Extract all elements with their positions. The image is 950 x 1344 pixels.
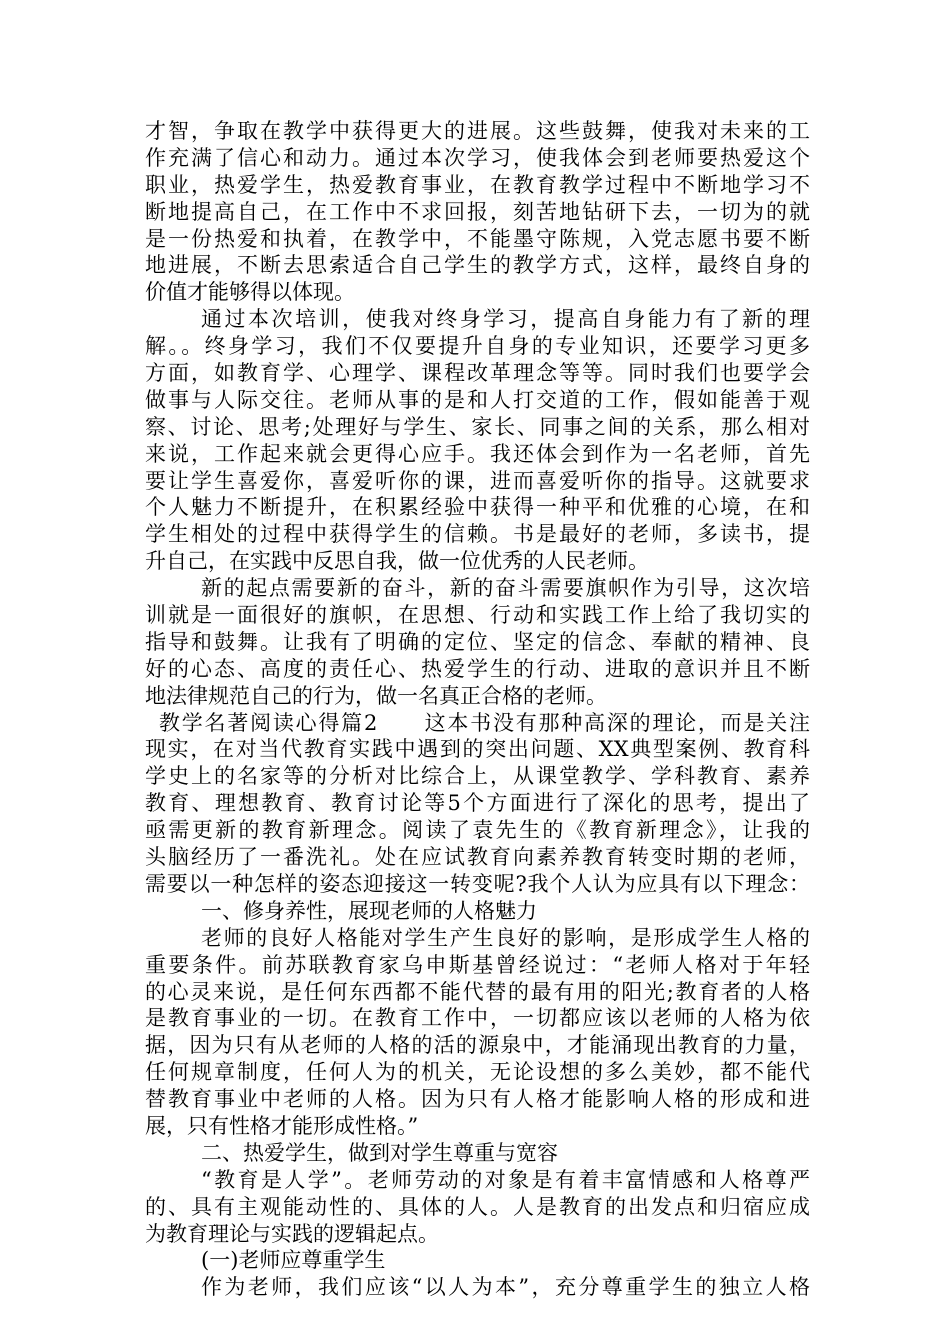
text-line: 察、讨论、思考;处理好与学生、家长、同事之间的关系，那么相对 [145, 414, 810, 439]
text-line: 老师的良好人格能对学生产生良好的影响，是形成学生人格的 [201, 925, 810, 950]
text-line: 头脑经历了一番洗礼。处在应试教育向素养教育转变时期的老师， [145, 845, 810, 870]
text-line: 解。。终身学习，我们不仅要提升自身的专业知识，还要学习更多 [145, 334, 810, 359]
text-line: 替教育事业中老师的人格。因为只有人格才能影响人格的形成和进 [145, 1087, 810, 1112]
text-line: 一、修身养性，展现老师的人格魅力 [201, 898, 537, 923]
text-line: 的、具有主观能动性的、具体的人。人是教育的出发点和归宿应成 [145, 1194, 810, 1219]
text-line: 学史上的名家等的分析对比综合上，从课堂教学、学科教育、素养 [145, 764, 810, 789]
text-line: 升自己，在实践中反思自我，做一位优秀的人民老师。 [145, 549, 649, 574]
text-line: 地法律规范自己的行为，做一名真正合格的老师。 [145, 683, 607, 708]
text-line: 作为老师，我们应该“以人为本”，充分尊重学生的独立人格 [201, 1275, 810, 1300]
text-line: 新的起点需要新的奋斗，新的奋斗需要旗帜作为引导，这次培 [201, 576, 810, 601]
text-line: 任何规章制度，任何人为的机关，无论设想的多么美妙，都不能代 [145, 1060, 810, 1085]
text-line: 通过本次培训，使我对终身学习，提高自身能力有了新的理 [201, 307, 810, 332]
text-line: 是教育事业的一切。在教育工作中，一切都应该以老师的人格为依 [145, 1006, 810, 1031]
text-line: 是一份热爱和执着，在教学中，不能墨守陈规，入党志愿书要不断 [145, 226, 810, 251]
text-line: 重要条件。前苏联教育家乌申斯基曾经说过：“老师人格对于年轻 [145, 952, 810, 977]
text-line: 指导和鼓舞。让我有了明确的定位、坚定的信念、奉献的精神、良 [145, 629, 810, 654]
text-line: 学生相处的过程中获得学生的信赖。书是最好的老师，多读书，提 [145, 522, 810, 547]
text-line: 作充满了信心和动力。通过本次学习，使我体会到老师要热爱这个 [145, 145, 810, 170]
text-line: 现实，在对当代教育实践中遇到的突出问题、XX典型案例、教育科 [145, 737, 810, 762]
text-line: 为教育理论与实践的逻辑起点。 [145, 1221, 439, 1246]
text-line: (一)老师应尊重学生 [201, 1248, 386, 1273]
text-line: “教育是人学”。老师劳动的对象是有着丰富情感和人格尊严 [201, 1167, 810, 1192]
text-line: 要让学生喜爱你，喜爱听你的课，进而喜爱听你的指导。这就要求 [145, 468, 810, 493]
text-line: 教学名著阅读心得篇2 这本书没有那种高深的理论，而是关注 [159, 710, 810, 735]
text-line: 地进展，不断去思索适合自己学生的教学方式，这样，最终自身的 [145, 253, 810, 278]
text-line: 价值才能够得以体现。 [145, 280, 355, 305]
text-line: 据，因为只有从老师的人格的活的源泉中，才能涌现出教育的力量， [145, 1033, 810, 1058]
text-line: 才智，争取在教学中获得更大的进展。这些鼓舞，使我对未来的工 [145, 119, 810, 143]
text-line: 展，只有性格才能形成性格。” [145, 1113, 419, 1138]
text-line: 做事与人际交往。老师从事的是和人打交道的工作，假如能善于观 [145, 387, 810, 412]
text-line: 训就是一面很好的旗帜，在思想、行动和实践工作上给了我切实的 [145, 603, 810, 628]
text-line: 二、热爱学生，做到对学生尊重与宽容 [201, 1140, 558, 1165]
text-line: 断地提高自己，在工作中不求回报，刻苦地钻研下去，一切为的就 [145, 199, 810, 224]
text-line: 来说，工作起来就会更得心应手。我还体会到作为一名老师，首先 [145, 441, 810, 466]
text-line: 亟需更新的教育新理念。阅读了袁先生的《教育新理念》，让我的 [145, 818, 810, 843]
text-line: 教育、理想教育、教育讨论等5个方面进行了深化的思考，提出了 [145, 791, 810, 816]
text-line: 职业，热爱学生，热爱教育事业，在教育教学过程中不断地学习不 [145, 172, 810, 197]
text-line: 需要以一种怎样的姿态迎接这一转变呢?我个人认为应具有以下理念： [145, 871, 810, 896]
text-line: 个人魅力不断提升，在积累经验中获得一种平和优雅的心境，在和 [145, 495, 810, 520]
document-page [145, 118, 810, 1301]
text-line: 好的心态、高度的责任心、热爱学生的行动、进取的意识并且不断 [145, 656, 810, 681]
text-line: 方面，如教育学、心理学、课程改革理念等等。同时我们也要学会 [145, 361, 810, 386]
text-line: 的心灵来说，是任何东西都不能代替的最有用的阳光;教育者的人格 [145, 979, 810, 1004]
